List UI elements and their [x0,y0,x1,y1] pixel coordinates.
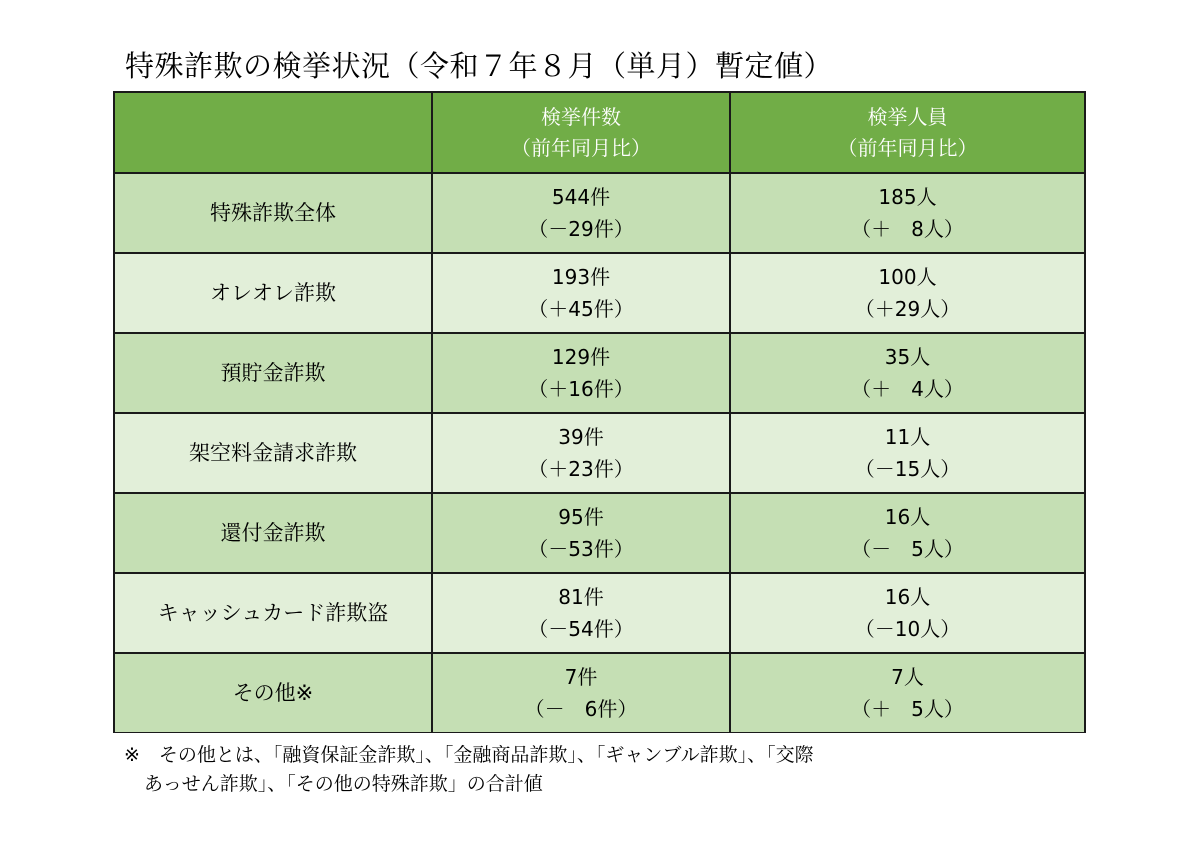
table-row [115,652,1084,732]
row-label: 還付金詐欺 [115,494,433,572]
table-row [115,172,1084,252]
table-row [115,252,1084,332]
persons-change: （－ 5人） [851,537,964,561]
header-blank-cell [115,93,433,172]
persons-change: （－15人） [854,457,961,481]
cases-value: 544件 [551,185,611,209]
footnote-line-1: ※ その他とは、「融資保証金詐欺」、「金融商品詐欺」、「ギャンブル詐欺」、「交際 [124,744,814,766]
arrest-stats-table [113,91,1086,733]
persons-change: （－10人） [854,617,961,641]
persons-value: 35人 [884,345,931,369]
cases-cell [433,574,731,652]
cases-value: 7件 [564,665,598,689]
persons-value: 7人 [891,665,924,689]
persons-cell [731,174,1084,252]
persons-cell [731,574,1084,652]
cases-change: （－54件） [528,617,634,641]
persons-change: （＋ 5人） [851,697,964,721]
cases-change: （－29件） [528,217,634,241]
persons-cell [731,414,1084,492]
row-label: 預貯金詐欺 [115,334,433,412]
persons-change: （＋ 4人） [851,377,964,401]
header-persons [731,93,1084,172]
persons-value: 16人 [884,585,931,609]
persons-cell [731,334,1084,412]
persons-cell [731,254,1084,332]
table-row [115,412,1084,492]
cases-cell [433,414,731,492]
table-row [115,492,1084,572]
cases-cell [433,494,731,572]
cases-value: 95件 [558,505,604,529]
row-label: 特殊詐欺全体 [115,174,433,252]
cases-change: （－ 6件） [524,697,638,721]
header-cases [433,93,731,172]
persons-value: 185人 [878,185,937,209]
row-label: 架空料金請求詐欺 [115,414,433,492]
cases-cell [433,254,731,332]
cases-change: （－53件） [528,537,634,561]
cases-cell [433,174,731,252]
persons-cell [731,654,1084,732]
page-title: 特殊詐欺の検挙状況（令和７年８月（単月）暫定値） [125,49,834,83]
cases-value: 81件 [558,585,604,609]
persons-value: 11人 [884,425,931,449]
header-cases-title: 検挙件数 [541,104,621,129]
footnote-line-2: あっせん詐欺」、「その他の特殊詐欺」の合計値 [144,773,543,795]
table-header-row [115,93,1084,172]
cases-value: 39件 [558,425,604,449]
header-persons-title: 検挙人員 [867,104,948,129]
cases-value: 193件 [551,265,611,289]
row-label: オレオレ詐欺 [115,254,433,332]
footnote [124,741,814,799]
cases-change: （＋45件） [528,297,634,321]
persons-value: 16人 [884,505,931,529]
persons-value: 100人 [878,265,937,289]
row-label: キャッシュカード詐欺盗 [115,574,433,652]
header-cases-subtitle: （前年同月比） [511,135,651,160]
persons-change: （＋29人） [854,297,961,321]
cases-cell [433,334,731,412]
row-label: その他※ [115,654,433,732]
cases-value: 129件 [551,345,611,369]
persons-cell [731,494,1084,572]
table-row [115,332,1084,412]
table-row [115,572,1084,652]
header-persons-subtitle: （前年同月比） [837,135,978,160]
cases-change: （＋23件） [528,457,634,481]
persons-change: （＋ 8人） [851,217,964,241]
cases-change: （＋16件） [528,377,634,401]
cases-cell [433,654,731,732]
